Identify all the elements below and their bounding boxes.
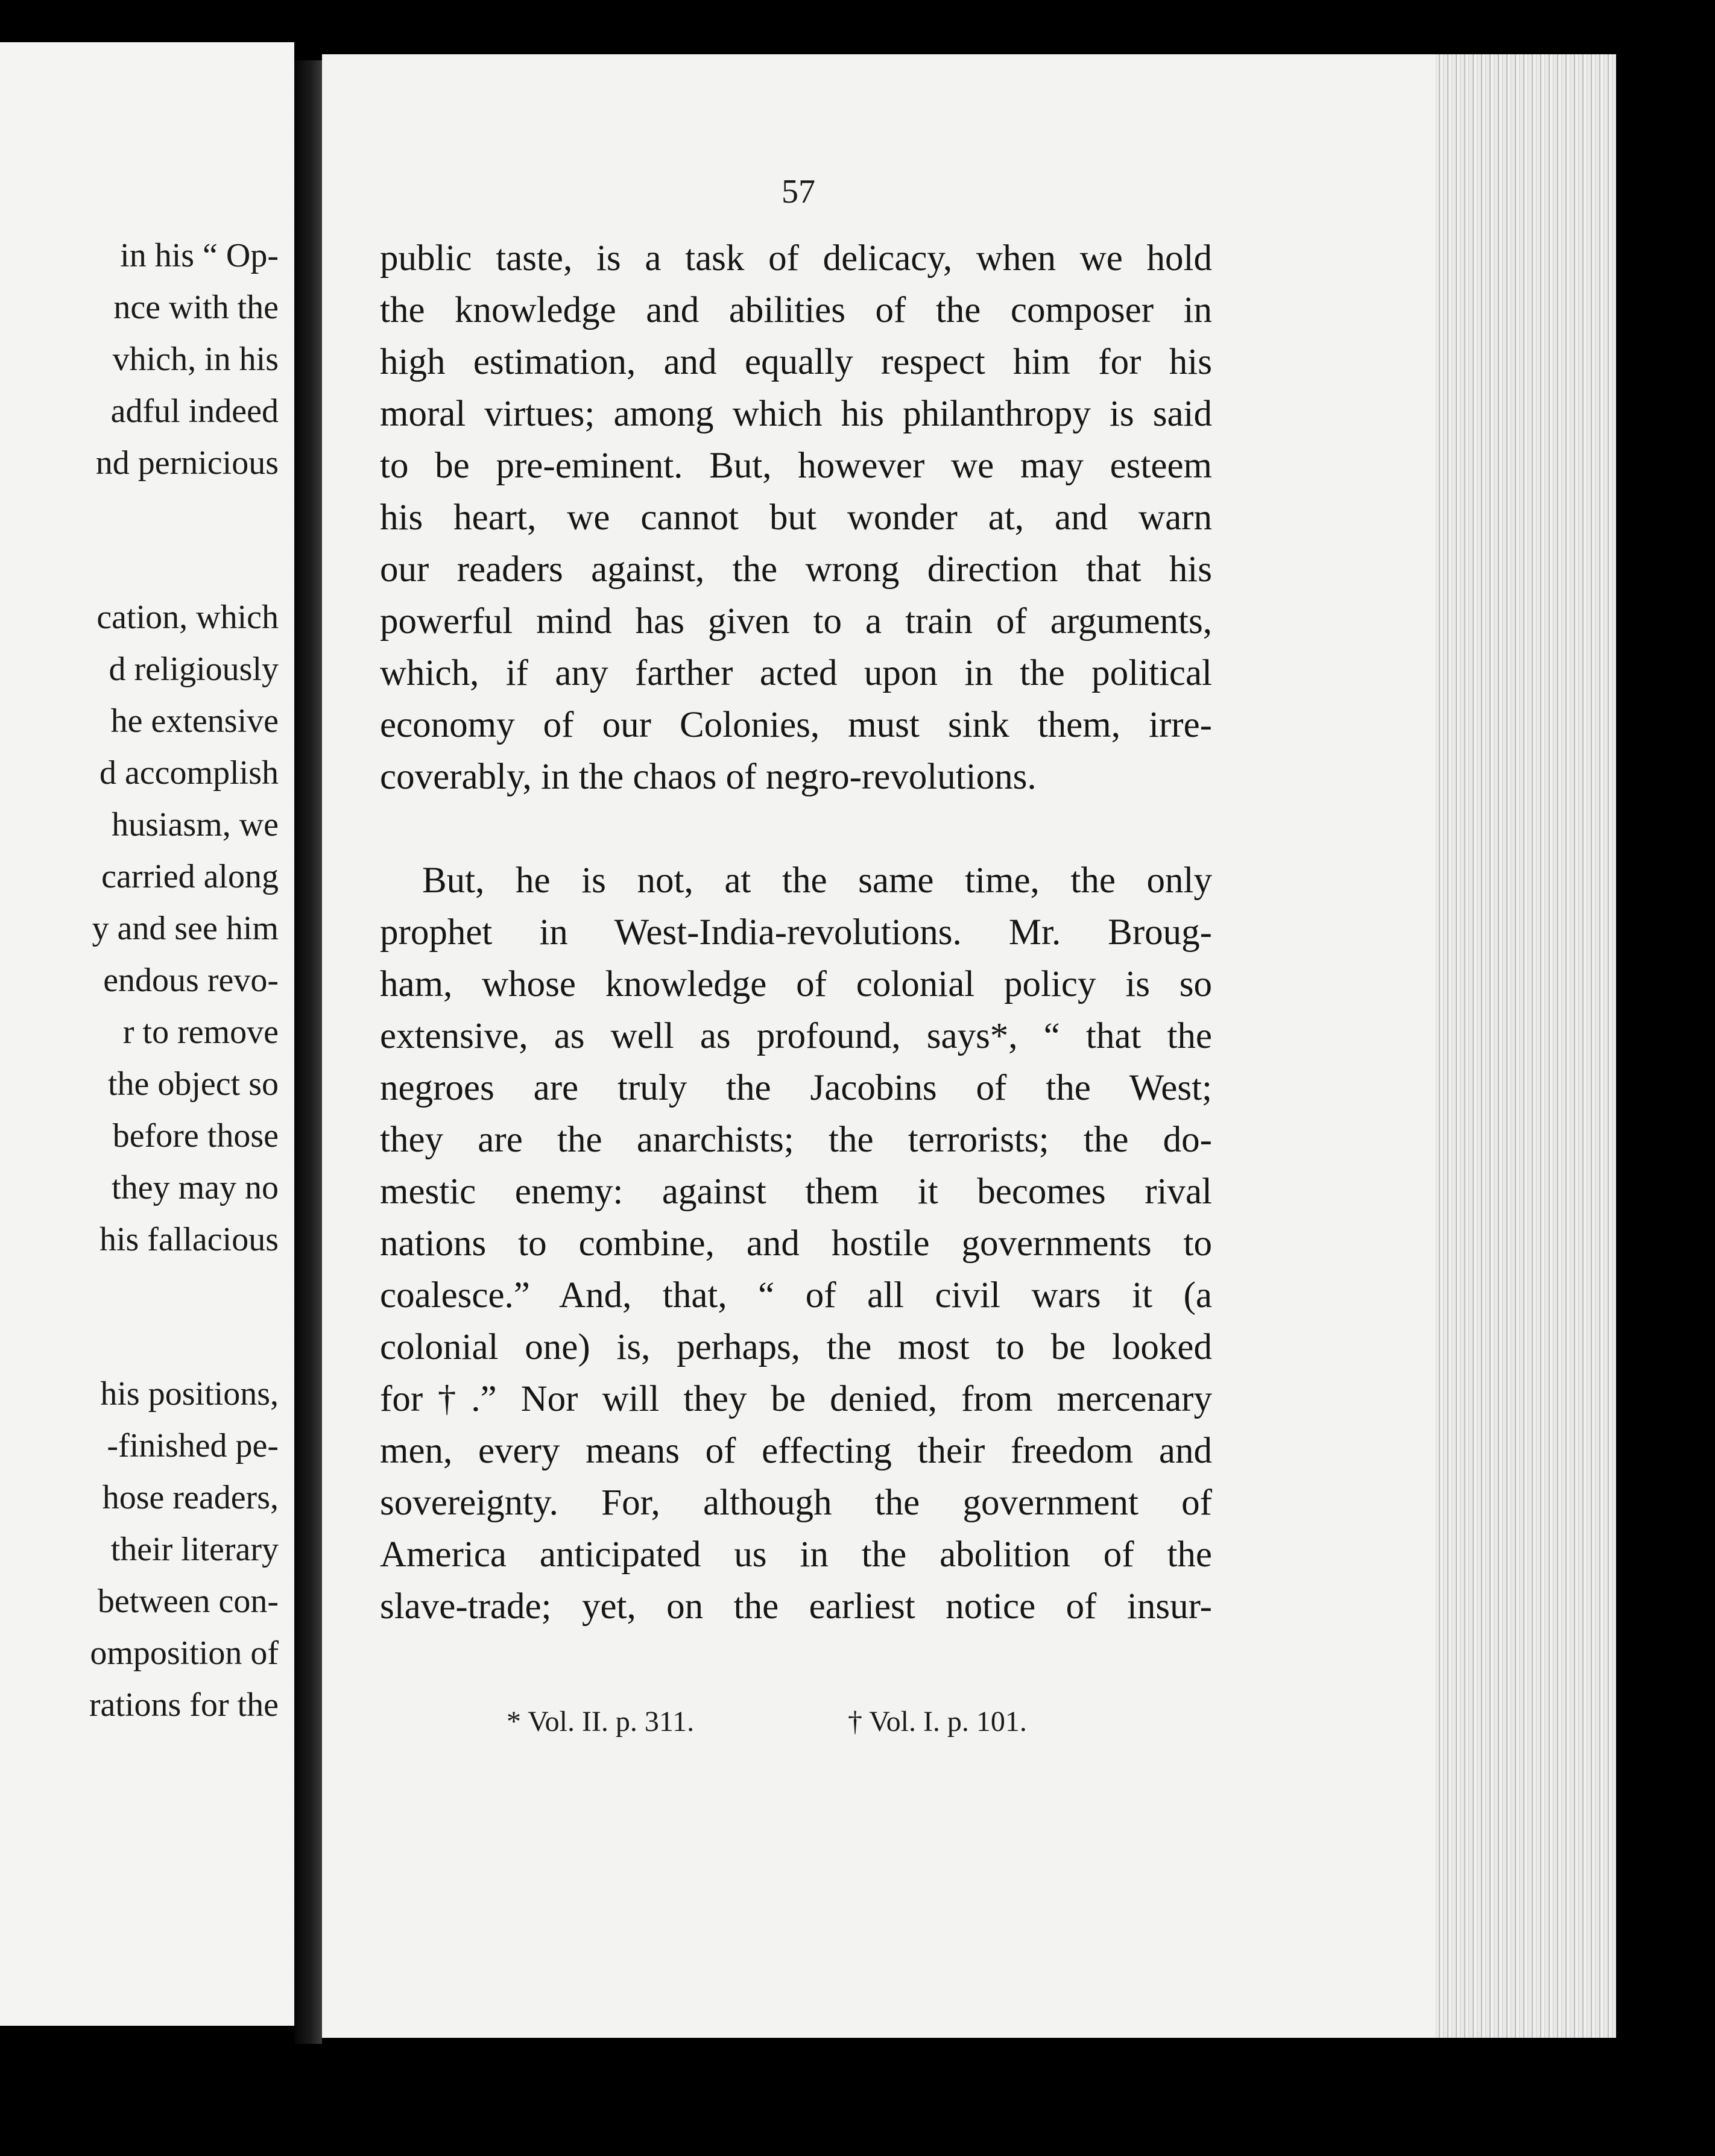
left-page-line: d religiously (109, 651, 279, 688)
paragraph-line: coverably, in the chaos of negro-revolutions. (380, 757, 1037, 797)
paragraph-line: prophet in West-India-revolutions. Mr. Broug- (380, 912, 1212, 953)
left-page-line: cation, which (96, 599, 279, 636)
left-page-line: hose readers, (102, 1479, 279, 1516)
left-page-line: before those (112, 1117, 279, 1155)
page-number: 57 (782, 173, 815, 210)
paragraph-line: slave-trade; yet, on the earliest notice of insur- (380, 1586, 1212, 1627)
left-page-line: endous revo- (103, 962, 279, 999)
paragraph-line: they are the anarchists; the terrorists; the do- (380, 1120, 1212, 1160)
paragraph-line: his heart, we cannot but wonder at, and warn (380, 497, 1212, 538)
left-page-line: his positions, (100, 1375, 279, 1413)
footnote: * Vol. II. p. 311. (507, 1706, 695, 1738)
paragraph-line: economy of our Colonies, must sink them, irre- (380, 705, 1212, 745)
left-page-line: omposition of (90, 1634, 279, 1672)
paragraph-line: public taste, is a task of delicacy, when we hold (380, 238, 1212, 279)
paragraph-line: sovereignty. For, although the government of (380, 1483, 1212, 1523)
paragraph-line: our readers against, the wrong direction that his (380, 549, 1212, 590)
paragraph-line: to be pre-eminent. But, however we may esteem (380, 446, 1212, 486)
left-page-line: husiasm, we (112, 806, 279, 843)
paragraph-line: But, he is not, at the same time, the only (422, 860, 1212, 901)
paragraph-line: which, if any farther acted upon in the political (380, 653, 1212, 693)
left-page-line: nce with the (113, 289, 279, 326)
paragraph-line: ham, whose knowledge of colonial policy is so (380, 964, 1212, 1004)
page-edges (1435, 54, 1616, 2038)
paragraph-line: America anticipated us in the abolition of the (380, 1534, 1212, 1575)
paragraph-line: the knowledge and abilities of the composer in (380, 290, 1212, 330)
paragraph-line: moral virtues; among which his philanthropy is said (380, 394, 1212, 434)
left-page-line: their literary (110, 1531, 279, 1568)
paragraph-line: high estimation, and equally respect him for his (380, 342, 1212, 382)
left-page-line: d accomplish (99, 754, 279, 792)
paragraph-line: nations to combine, and hostile governments to (380, 1223, 1212, 1264)
paragraph-line: negroes are truly the Jacobins of the West; (380, 1068, 1212, 1108)
left-page-line: rations for the (89, 1686, 279, 1724)
paragraph-line: colonial one) is, perhaps, the most to be looked (380, 1327, 1212, 1367)
left-page-line: in his “ Op- (120, 237, 279, 274)
left-page-line: r to remove (122, 1013, 279, 1051)
left-page-line: nd pernicious (95, 444, 279, 482)
paragraph-line: extensive, as well as profound, says*, “ that the (380, 1016, 1212, 1056)
left-page-line: the object so (107, 1065, 279, 1103)
left-page-line: carried along (101, 858, 279, 895)
book-gutter (294, 60, 322, 2044)
paragraph-line: for†.” Nor will they be denied, from mercenary (380, 1379, 1212, 1419)
left-page-line: they may no (112, 1169, 279, 1206)
left-page (0, 42, 294, 2026)
paragraph-line: powerful mind has given to a train of arguments, (380, 601, 1212, 641)
left-page-line: he extensive (110, 702, 279, 740)
left-page-line: y and see him (92, 910, 279, 947)
left-page-line: his fallacious (99, 1221, 279, 1258)
left-page-line: -finished pe- (107, 1427, 279, 1464)
paragraph-line: coalesce.” And, that, “ of all civil wars it (a (380, 1275, 1212, 1316)
left-page-line: vhich, in his (112, 341, 279, 378)
paragraph-line: men, every means of effecting their freedom and (380, 1431, 1212, 1471)
paragraph-line: mestic enemy: against them it becomes rival (380, 1171, 1212, 1212)
footnote: † Vol. I. p. 101. (848, 1706, 1027, 1738)
left-page-line: between con- (97, 1583, 279, 1620)
left-page-line: adful indeed (110, 392, 279, 430)
